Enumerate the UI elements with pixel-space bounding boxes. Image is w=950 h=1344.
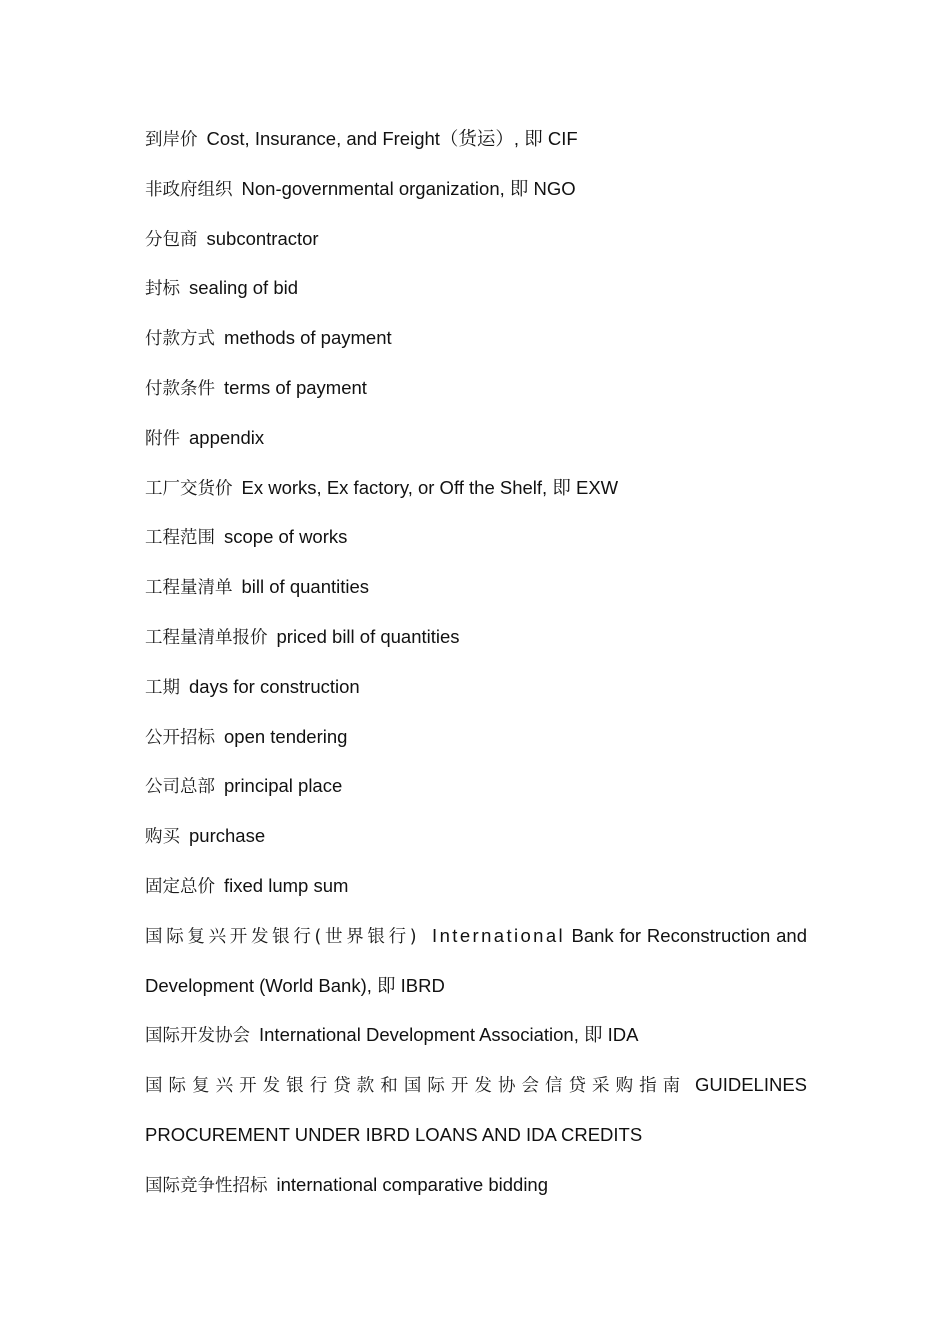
term-english: Ex works, Ex factory, or Off the Shelf, 即 EXW — [241, 476, 619, 498]
glossary-entry — [145, 867, 807, 917]
term-english-part: Bank for Reconstruction and — [571, 924, 808, 946]
term-english: purchase — [189, 825, 266, 847]
term-english: PROCUREMENT UNDER IBRD LOANS AND IDA CREDITS — [145, 1123, 643, 1145]
term-english: scope of works — [224, 526, 348, 548]
glossary-entry-ibrd — [145, 917, 807, 967]
glossary-entry — [145, 419, 807, 469]
glossary-entry — [145, 1166, 807, 1216]
term-english: priced bill of quantities — [276, 625, 460, 647]
term-english: Cost, Insurance, and Freight（货运）, 即 CIF — [206, 128, 578, 149]
term-english: International Development Association, 即 IDA — [259, 1024, 639, 1046]
glossary-entry — [145, 1016, 807, 1066]
term-chinese: 国际开发协会 — [145, 1026, 250, 1047]
glossary-entry — [145, 518, 807, 568]
glossary-entry-continuation — [145, 1116, 807, 1166]
term-english: subcontractor — [206, 227, 319, 249]
term-english-part: International — [432, 924, 566, 946]
term-chinese: 国际竞争性招标 — [145, 1175, 268, 1196]
term-english: fixed lump sum — [224, 874, 349, 896]
glossary-entry — [145, 220, 807, 270]
term-chinese: 公司总部 — [145, 777, 215, 798]
term-chinese: 分包商 — [145, 229, 198, 250]
term-chinese: 工厂交货价 — [145, 478, 233, 499]
glossary-entry — [145, 668, 807, 718]
term-chinese: 附件 — [145, 428, 180, 449]
glossary-list — [145, 120, 807, 1216]
term-chinese: 国际复兴开发银行(世界银行) — [145, 926, 420, 947]
term-english: bill of quantities — [241, 576, 370, 598]
glossary-entry — [145, 469, 807, 519]
term-english: international comparative bidding — [276, 1173, 549, 1195]
term-chinese: 国际复兴开发银行贷款和国际开发协会信贷采购指南 — [145, 1076, 687, 1097]
term-chinese: 非政府组织 — [145, 179, 233, 200]
term-english: open tendering — [224, 725, 348, 747]
term-chinese: 到岸价 — [145, 130, 198, 150]
term-english: principal place — [224, 775, 343, 797]
glossary-entry — [145, 269, 807, 319]
glossary-entry-guidelines — [145, 1066, 807, 1116]
glossary-entry — [145, 120, 807, 170]
glossary-entry — [145, 618, 807, 668]
glossary-entry — [145, 767, 807, 817]
glossary-entry — [145, 817, 807, 867]
term-english: methods of payment — [224, 327, 392, 349]
term-chinese: 固定总价 — [145, 876, 215, 897]
term-english: days for construction — [189, 675, 360, 697]
term-chinese: 工程范围 — [145, 528, 215, 549]
term-chinese: 工程量清单报价 — [145, 627, 268, 648]
glossary-entry — [145, 170, 807, 220]
term-english: sealing of bid — [189, 277, 299, 299]
glossary-entry-continuation — [145, 967, 807, 1017]
term-english: terms of payment — [224, 376, 367, 398]
term-chinese: 购买 — [145, 827, 180, 848]
term-chinese: 工期 — [145, 677, 180, 698]
glossary-entry — [145, 568, 807, 618]
term-english: GUIDELINES — [694, 1074, 808, 1096]
term-chinese: 封标 — [145, 279, 180, 300]
term-english: Development (World Bank), 即 IBRD — [145, 974, 445, 996]
glossary-entry — [145, 369, 807, 419]
term-english: appendix — [189, 426, 265, 448]
glossary-entry — [145, 718, 807, 768]
term-chinese: 付款方式 — [145, 329, 215, 350]
term-english: Non-governmental organization, 即 NGO — [241, 177, 576, 199]
glossary-entry — [145, 319, 807, 369]
term-chinese: 付款条件 — [145, 378, 215, 399]
term-chinese: 工程量清单 — [145, 578, 233, 599]
term-chinese: 公开招标 — [145, 727, 215, 748]
